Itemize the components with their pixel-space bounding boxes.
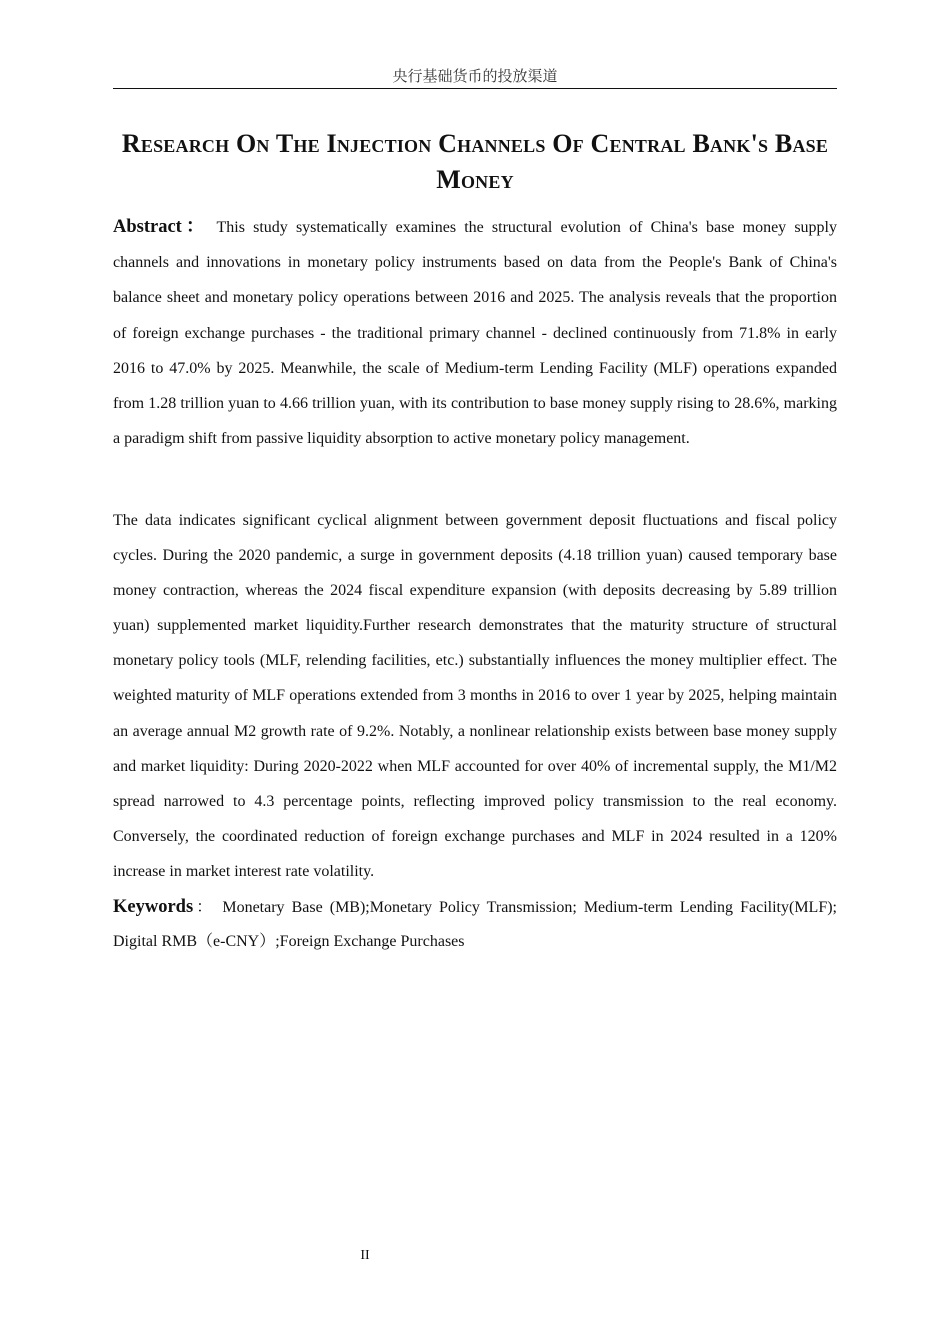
running-header: 央行基础货币的投放渠道: [113, 66, 837, 89]
paper-title: Research On The Injection Channels Of Central Bank's Base Money: [121, 129, 829, 194]
abstract-label: Abstract：: [113, 217, 209, 237]
abstract-paragraph-2: The data indicates significant cyclical alignment between government deposit fluctuations and fiscal policy cycles. During the 2020 pandemic, a surge in government deposits (4.18 trillion yuan) caused temporary base money contraction, whereas the 2024 fiscal expenditure expansion (with deposits decreasing by 5.89 trillion yuan) supplemented market liquidity.Further research demonstrates that the maturity structure of structural monetary policy tools (MLF, relending facilities, etc.) substantially influences the money multiplier effect. The weighted maturity of MLF operations extended from 3 months in 2016 to over 1 year by 2025, helping maintain an average annual M2 growth rate of 9.2%. Notably, a nonlinear relationship exists between base money supply and market liquidity: During 2020-2022 when MLF accounted for over 40% of incremental supply, the M1/M2 spread narrowed to 4.3 percentage points, reflecting improved policy transmission to the real economy. Conversely, the coordinated reduction of foreign exchange purchases and MLF in 2024 resulted in a 120% increase in market interest rate volatility.: [113, 512, 837, 880]
keywords-label: Keywords: [113, 897, 194, 917]
abstract-paragraph: [113, 210, 837, 456]
page-number: II: [360, 1248, 370, 1263]
keywords-paragraph: [113, 890, 837, 959]
keywords-separator: ：: [193, 899, 216, 916]
keywords-list: Monetary Base (MB);Monetary Policy Transmission; Medium-term Lending Facility(MLF); Digital RMB（e-CNY）;Foreign Exchange Purchases: [113, 899, 837, 950]
abstract-body: This study systematically examines the structural evolution of China's base money supply channels and innovations in monetary policy instruments based on data from the People's Bank of China's balance sheet and monetary policy operations between 2016 and 2025. The analysis reveals that the proportion of foreign exchange purchases - the traditional primary channel - declined continuously from 71.8% in early 2016 to 47.0% by 2025. Meanwhile, the scale of Medium-term Lending Facility (MLF) operations expanded from 1.28 trillion yuan to 4.66 trillion yuan, with its contribution to base money supply rising to 28.6%, marking a paradigm shift from passive liquidity absorption to active monetary policy management.: [113, 219, 838, 448]
